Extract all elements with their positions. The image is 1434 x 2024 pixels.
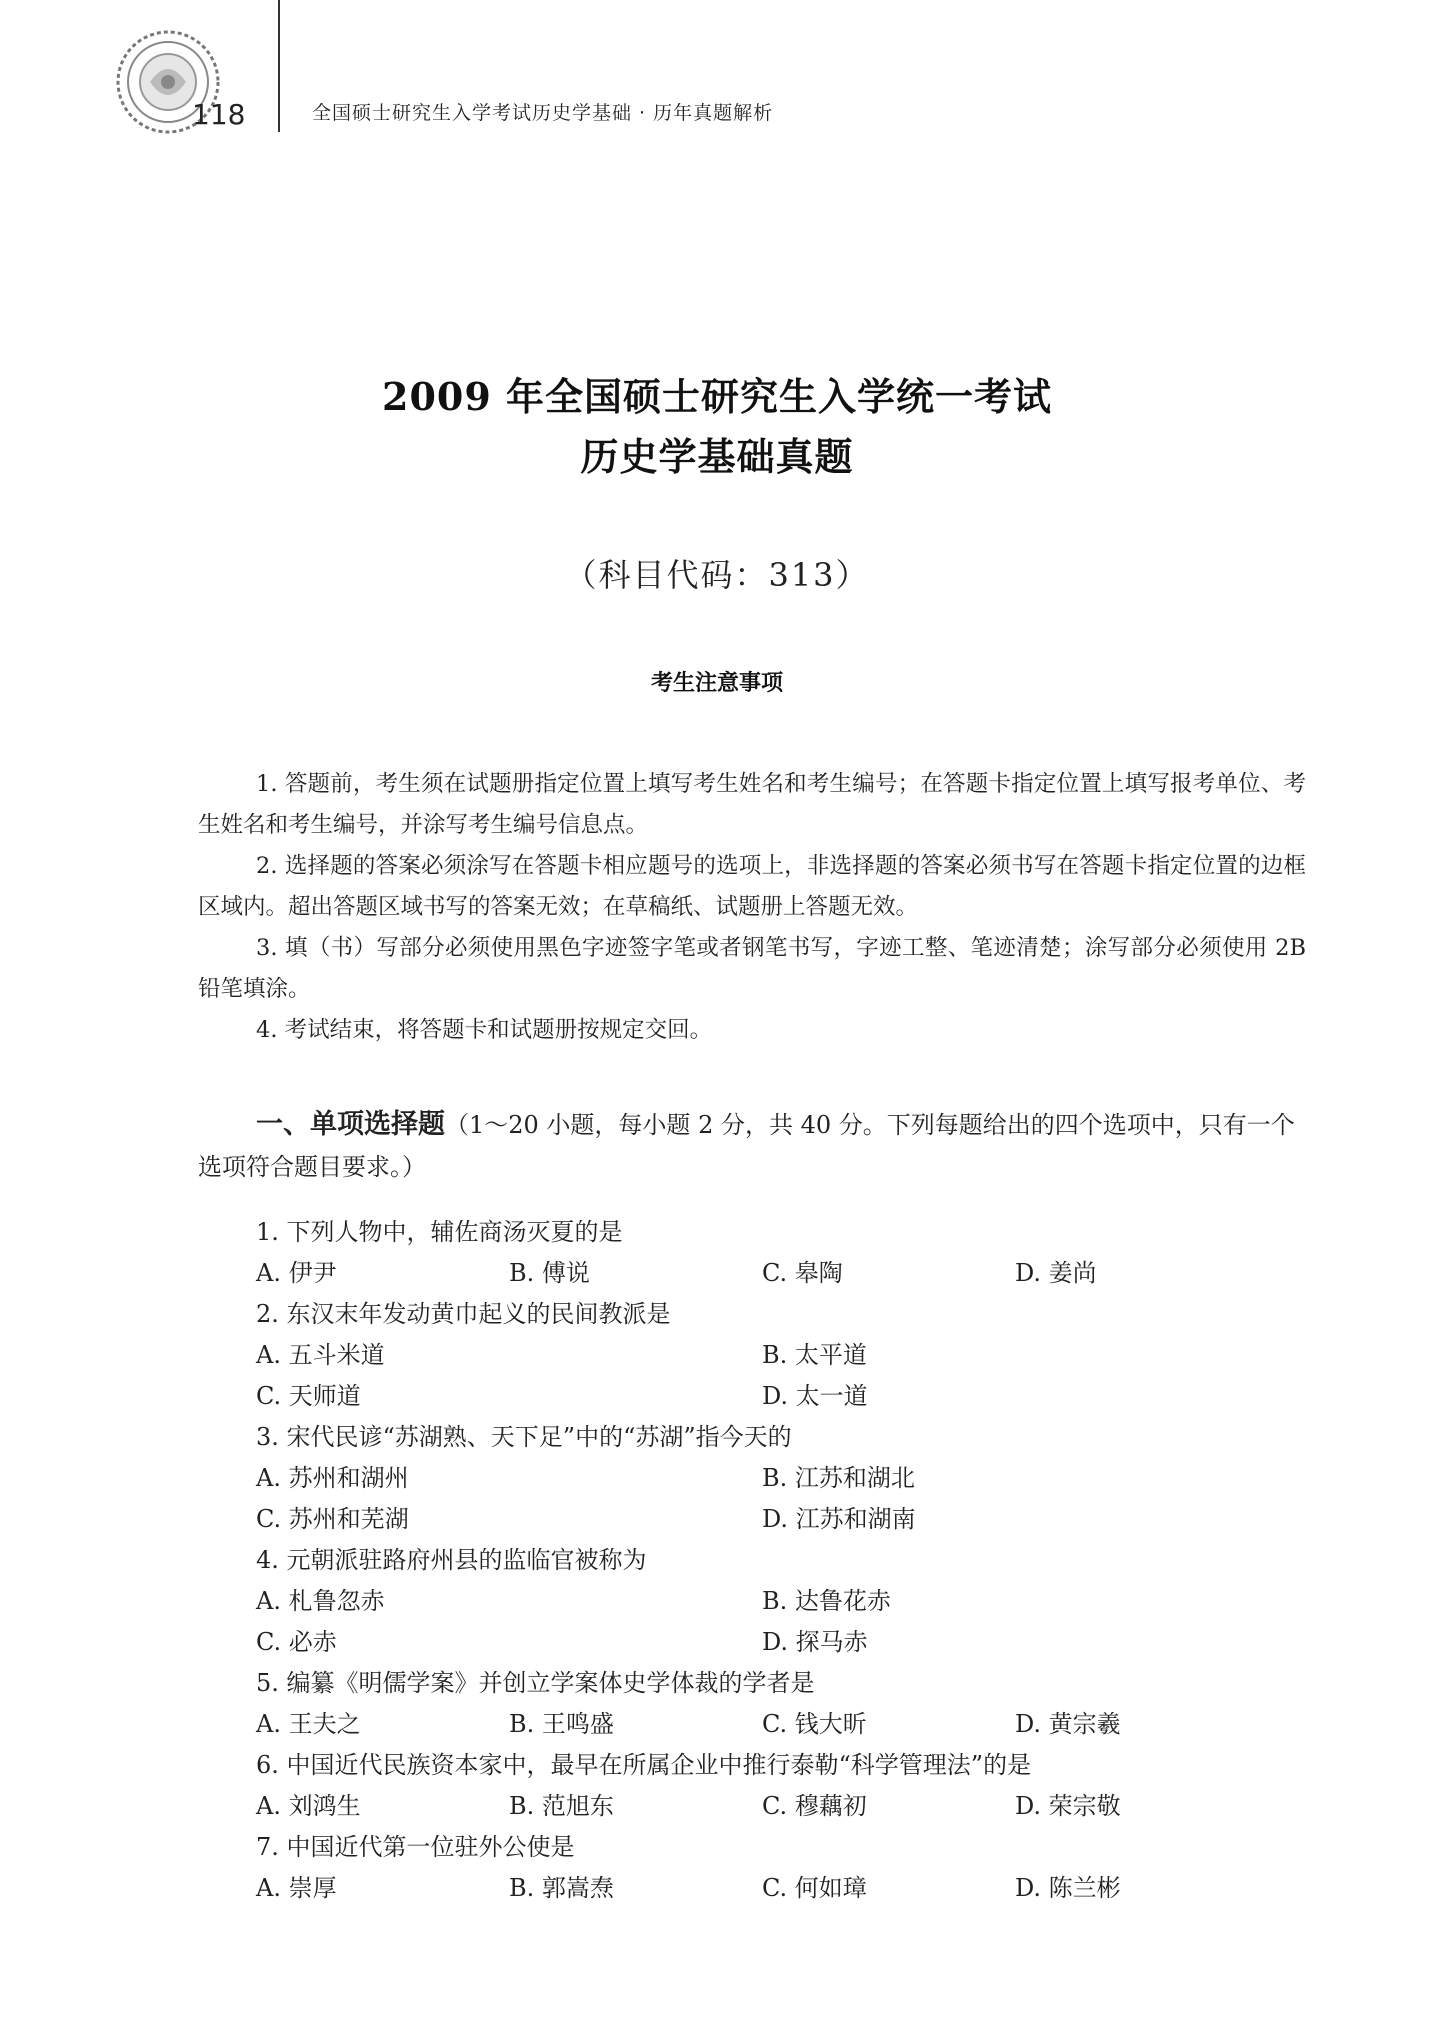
option-row	[256, 1786, 1306, 1827]
notice-heading: 考生注意事项	[650, 671, 783, 696]
option: A. 崇厚	[256, 1874, 337, 1902]
option: D. 太一道	[762, 1382, 868, 1410]
option-row	[256, 1335, 1306, 1376]
option-row	[256, 1704, 1306, 1745]
option-row	[256, 1868, 1306, 1909]
option-row	[256, 1376, 1306, 1417]
page-number: 118	[192, 98, 246, 131]
question-stem: 1. 下列人物中，辅佐商汤灭夏的是	[256, 1218, 623, 1246]
option: B. 傅说	[509, 1259, 590, 1287]
option: D. 探马赤	[762, 1628, 868, 1656]
option: C. 天师道	[256, 1382, 361, 1410]
question-list	[256, 1212, 1306, 1909]
option: B. 江苏和湖北	[762, 1464, 915, 1492]
option: A. 五斗米道	[256, 1341, 385, 1369]
option: A. 苏州和湖州	[256, 1464, 409, 1492]
question-stem: 7. 中国近代第一位驻外公使是	[256, 1833, 575, 1861]
question-stem: 5. 编纂《明儒学案》并创立学案体史学体裁的学者是	[256, 1669, 815, 1697]
section-heading	[198, 1104, 1306, 1188]
question-stem: 6. 中国近代民族资本家中，最早在所属企业中推行泰勒“科学管理法”的是	[256, 1751, 1032, 1779]
exam-title-line-2: 历史学基础真题	[580, 434, 854, 479]
option-row	[256, 1622, 1306, 1663]
subject-code: （科目代码：313）	[564, 556, 870, 594]
option: C. 皋陶	[762, 1259, 843, 1287]
notice-list	[198, 764, 1306, 1051]
question-stem: 3. 宋代民谚“苏湖熟、天下足”中的“苏湖”指今天的	[256, 1423, 792, 1451]
option: B. 范旭东	[509, 1792, 614, 1820]
option: D. 陈兰彬	[1015, 1874, 1121, 1902]
option: C. 苏州和芜湖	[256, 1505, 409, 1533]
question-stem: 4. 元朝派驻路府州县的监临官被称为	[256, 1546, 647, 1574]
option: D. 姜尚	[1015, 1259, 1097, 1287]
option: C. 何如璋	[762, 1874, 867, 1902]
option-row	[256, 1499, 1306, 1540]
question-stem: 2. 东汉末年发动黄巾起义的民间教派是	[256, 1300, 671, 1328]
option: C. 必赤	[256, 1628, 337, 1656]
notice-item: 4. 考试结束，将答题卡和试题册按规定交回。	[256, 1017, 713, 1043]
option: C. 钱大昕	[762, 1710, 867, 1738]
section-instruction: （1～20 小题，每小题 2 分，共 40 分。下列每题给出的四个选项中，只有一个选项符合题目要求。）	[198, 1111, 1295, 1181]
option: D. 黄宗羲	[1015, 1710, 1121, 1738]
running-title: 全国硕士研究生入学考试历史学基础 · 历年真题解析	[312, 102, 774, 124]
option: A. 王夫之	[256, 1710, 361, 1738]
header-divider	[278, 0, 280, 132]
notice-item: 2. 选择题的答案必须涂写在答题卡相应题号的选项上，非选择题的答案必须书写在答题卡指定位置的边框区域内。超出答题区域书写的答案无效；在草稿纸、试题册上答题无效。	[198, 853, 1306, 920]
option: A. 伊尹	[256, 1259, 337, 1287]
option: C. 穆藕初	[762, 1792, 867, 1820]
option: B. 王鸣盛	[509, 1710, 614, 1738]
option: B. 太平道	[762, 1341, 867, 1369]
option: A. 札鲁忽赤	[256, 1587, 385, 1615]
option-row	[256, 1253, 1306, 1294]
option: B. 郭嵩焘	[509, 1874, 614, 1902]
option-row	[256, 1581, 1306, 1622]
option: B. 达鲁花赤	[762, 1587, 891, 1615]
section-title: 一、单项选择题	[256, 1109, 445, 1140]
option: A. 刘鸿生	[256, 1792, 361, 1820]
option-row	[256, 1458, 1306, 1499]
notice-item: 3. 填（书）写部分必须使用黑色字迹签字笔或者钢笔书写，字迹工整、笔迹清楚；涂写部分必须使用 2B 铅笔填涂。	[198, 935, 1306, 1002]
exam-title-line-1: 2009 年全国硕士研究生入学统一考试	[382, 374, 1052, 419]
option: D. 荣宗敬	[1015, 1792, 1121, 1820]
notice-item: 1. 答题前，考生须在试题册指定位置上填写考生姓名和考生编号；在答题卡指定位置上填写报考单位、考生姓名和考生编号，并涂写考生编号信息点。	[198, 771, 1306, 838]
option: D. 江苏和湖南	[762, 1505, 916, 1533]
